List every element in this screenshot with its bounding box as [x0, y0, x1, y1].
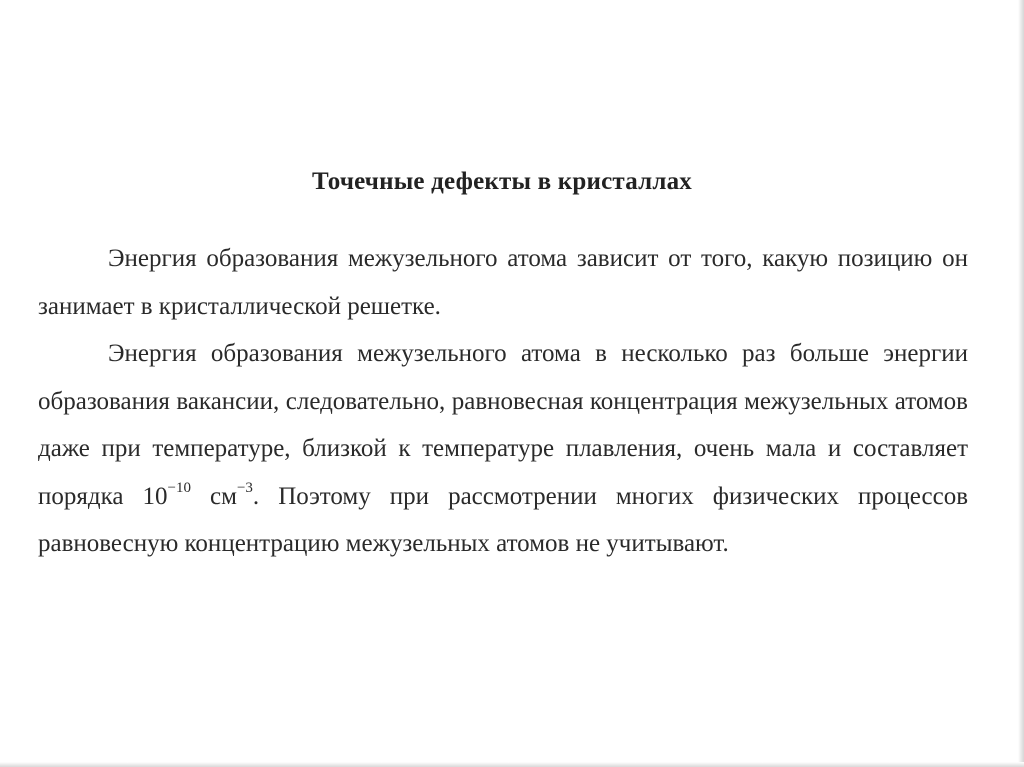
paragraph-2-text-before: Энергия образования межузельного атома в несколько раз больше энергии образования вакансии, следовательно, равновесная концентрация межузельных атомов даже при температуре, близкой к температуре плавления, очень мала и составляет порядка [38, 340, 968, 510]
paragraph-2-text-after: . Поэтому при рассмотрении многих физических процессов равновесную концентрацию межузельных атомов не учитывают. [38, 482, 968, 557]
value-exponent: −10 [167, 480, 191, 497]
body-text [38, 235, 968, 568]
paragraph-2 [38, 330, 968, 568]
slide-edge-shadow-right [1018, 0, 1024, 767]
slide-edge-shadow-bottom [0, 762, 1024, 767]
unit-base: см [210, 482, 237, 510]
concentration-value [142, 480, 253, 510]
paragraph-1: Энергия образования межузельного атома зависит от того, какую позицию он занимает в кристаллической решетке. [38, 245, 968, 320]
unit-exponent: −3 [236, 480, 253, 497]
slide-title: Точечные дефекты в кристаллах [312, 168, 692, 195]
value-base: 10 [142, 482, 168, 510]
